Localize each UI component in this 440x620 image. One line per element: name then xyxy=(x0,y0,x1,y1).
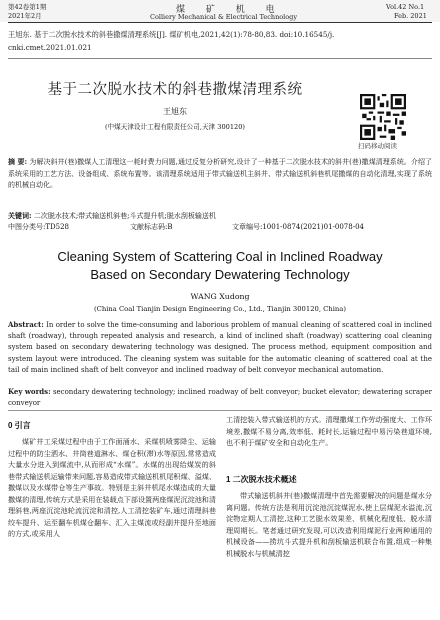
keywords-zh xyxy=(8,210,432,222)
author-zh: 王旭东 xyxy=(163,107,187,116)
abstract-zh-label: 摘 要: xyxy=(8,157,28,166)
keywords-en-text: secondary dewatering technology; inclined roadway of belt conveyor; bucket elevator; dewatering scraper conveyor xyxy=(8,388,432,408)
journal-name-en: Colliery Mechanical & Electrical Technology xyxy=(150,13,297,21)
body-right-column-top: 工清挖装入带式输送机的方式。清理撒煤工作劳动强度大、工作环境差,撒煤不易分离,效率低、耗时长,运输过程中易污染巷道环境,也不利于煤矿安全和自动化生产。 xyxy=(226,415,432,447)
article-title-zh: 基于二次脱水技术的斜巷撒煤清理系统 xyxy=(47,82,303,98)
article-number: 文章编号:1001-0874(2021)01-0078-04 xyxy=(232,223,364,231)
affiliation-zh: (中煤天津设计工程有限责任公司,天津 300120) xyxy=(104,123,245,131)
qr-code-image xyxy=(360,94,406,140)
body-left-column: 煤矿井工采煤过程中由于工作面涌水、采煤机喷雾降尘、运输过程中的防尘洒水、井筒巷道淋水、煤仓积(滞)水等原因,常常造成大量水分进入到煤流中,从而形成“水煤”。水煤的出现给煤炭的斜巷带式输送机运输带来问题,容易造成带式输送机机尾积煤、溢煤、撒煤以及水煤带仓等生产事故。特别是主斜井机尾水煤造成的大量撒煤的清理,传统方式是采用在装载点下部设置两座煤泥沉淀池和清理斜巷,两座沉淀池轮流沉淀和清控,人工清挖装矿车,通过清理斜巷绞车提升、运至翻车机煤仓翻车、汇入主煤流或经副井提升至地面的方式,或采用人 xyxy=(8,437,216,538)
volume-issue-en: Vol.42 No.1 xyxy=(386,3,425,11)
qr-code-label: 扫码移动阅读 xyxy=(358,142,397,150)
abstract-en-label: Abstract: xyxy=(8,320,44,329)
article-title-en-line-1: Cleaning System of Scattering Coal in Inclined Roadway xyxy=(57,249,383,264)
date-en: Feb. 2021 xyxy=(394,12,427,20)
body-right-column-bottom: 带式输送机斜井(巷)撒煤清理中首先需要解决的问题是煤水分离问题。传统方法是利用沉淀池沉淀煤泥水,使上层煤泥水溢流,沉淀物定期人工清挖,这种工艺脱水效果差、机械化程度低、脱水清理周期长。笔者通过研究发现,可以改造利用煤泥行业两种通用的机械设备——捞坑斗式提升机和刮板输送机联合布置,组成一种集机械脱水与机械清挖 xyxy=(226,491,432,558)
abstract-en xyxy=(8,319,432,376)
citation-line-2: cnki.cmet.2021.01.021 xyxy=(8,43,92,52)
header-rule xyxy=(8,22,432,23)
abstract-en-text: In order to solve the time-consuming and laborious problem of manual cleaning of scattered coal in inclined shaft (roadway), through repeated analysis and research, a kind of inclined shaft (roadway) scattering coal cleaning system based on secondary dewatering technology was designed. The process method, equipment composition and system layout were introduced. The cleaning system was suitable for the automatic cleaning of scattered coal at the tail of main inclined shaft of belt conveyor and inclined roadway of belt conveyor mechanical automation. xyxy=(8,321,432,374)
keywords-en xyxy=(8,386,432,409)
abstract-rule xyxy=(8,410,432,411)
clc-number: 中图分类号:TD528 xyxy=(8,223,70,231)
keywords-zh-text: 二次脱水技术;带式输送机斜巷;斗式提升机;脱水刮板输送机 xyxy=(33,212,216,220)
affiliation-en: (China Coal Tianjin Design Engineering Co., Ltd., Tianjin 300120, China) xyxy=(93,305,347,313)
journal-name-zh: 煤 矿 机 电 xyxy=(176,5,284,15)
article-title-en-line-2: Based on Secondary Dewatering Technology xyxy=(90,267,350,282)
date-zh: 2021年2月 xyxy=(8,12,42,20)
keywords-en-label: Key words: xyxy=(8,387,51,396)
volume-issue-zh: 第42卷第1期 xyxy=(8,3,47,11)
section-1-heading: 1 二次脱水技术概述 xyxy=(226,475,297,484)
abstract-zh-text: 为解决斜井(巷)撒煤人工清理这一耗时费力问题,通过反复分析研究,设计了一种基于二次脱水技术的斜井(巷)撒煤清理系统。介绍了系统采用的工艺方法、设备组成、系统布置等。该清理系统适用于带式输送机主斜井、带式输送机斜巷机尾撒煤的自动化清理,实现了系统的机械自动化。 xyxy=(8,158,432,190)
citation-line-1: 王旭东. 基于二次脱水技术的斜巷撒煤清理系统[J]. 煤矿机电,2021,42(1):78-80,83. doi:10.16545/j. xyxy=(8,30,335,39)
author-en: WANG Xudong xyxy=(190,292,250,301)
keywords-zh-label: 关键词: xyxy=(8,211,32,220)
abstract-zh xyxy=(8,156,432,192)
citation-rule xyxy=(8,58,432,59)
section-0-heading: 0 引言 xyxy=(8,421,31,430)
document-code: 文献标志码:B xyxy=(130,223,173,231)
